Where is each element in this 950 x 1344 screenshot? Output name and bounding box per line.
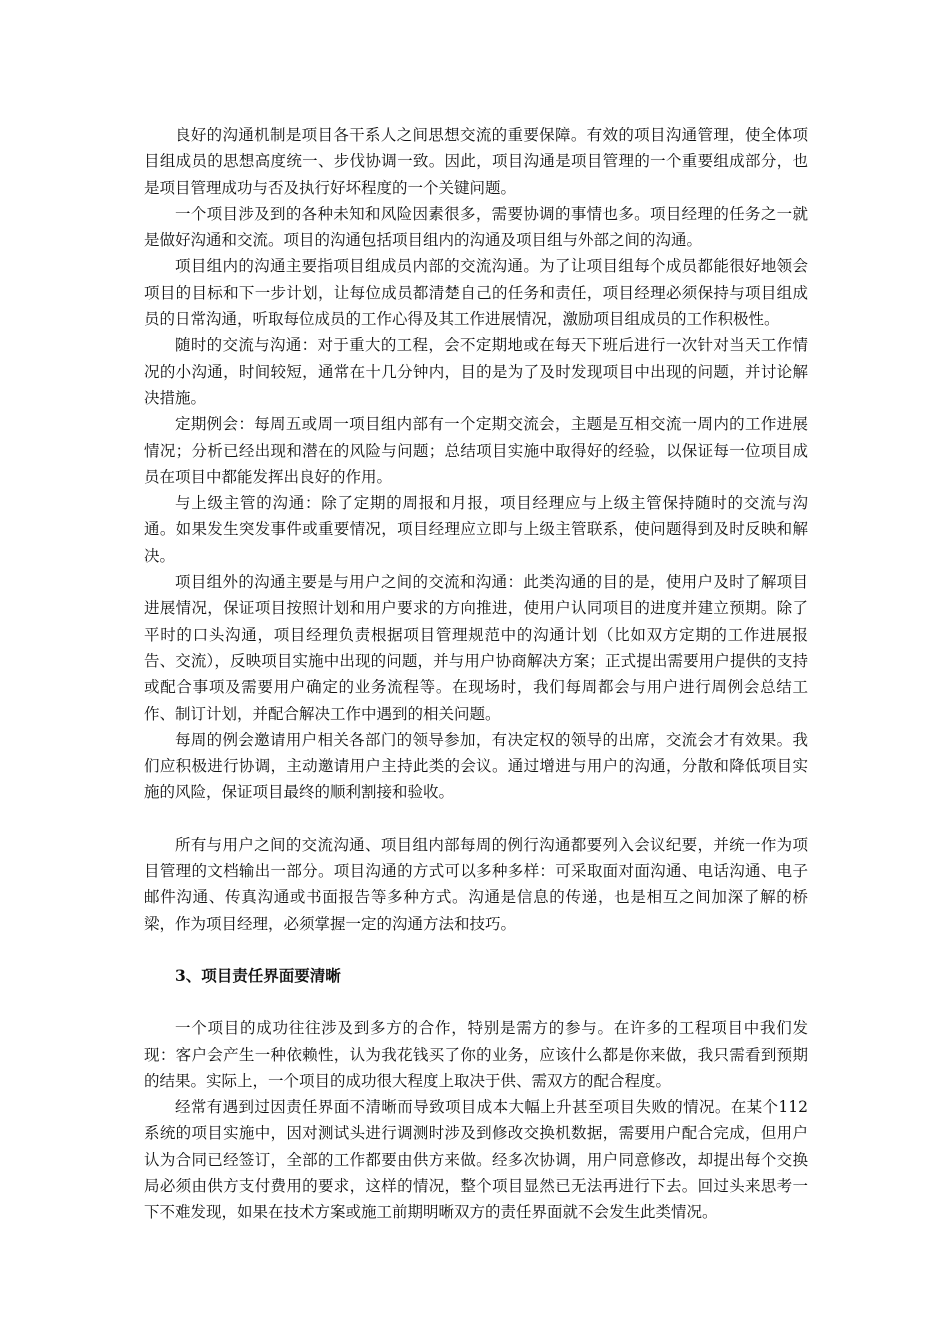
paragraph: 项目组外的沟通主要是与用户之间的交流和沟通：此类沟通的目的是，使用户及时了解项目进展情况，保证项目按照计划和用户要求的方向推进，使用户认同项目的进度并建立预期。除了平时的口头沟通，项目经理负责根据项目管理规范中的沟通计划（比如双方定期的工作进展报告、交流），反映项目实施中出现的问题，并与用户协商解决方案；正式提出需要用户提供的支持或配合事项及需要用户确定的业务流程等。在现场时，我们每周都会与用户进行周例会总结工作、制订计划，并配合解决工作中遇到的相关问题。 bbox=[144, 573, 808, 723]
paragraph: 定期例会：每周五或周一项目组内部有一个定期交流会，主题是互相交流一周内的工作进展情况；分析已经出现和潜在的风险与问题；总结项目实施中取得好的经验，以保证每一位项目成员在项目中都能发挥出良好的作用。 bbox=[144, 415, 808, 486]
paragraph: 与上级主管的沟通：除了定期的周报和月报，项目经理应与上级主管保持随时的交流与沟通。如果发生突发事件或重要情况，项目经理应立即与上级主管联系，使问题得到及时反映和解决。 bbox=[144, 494, 808, 565]
paragraph: 项目组内的沟通主要指项目组成员内部的交流沟通。为了让项目组每个成员都能很好地领会项目的目标和下一步计划，让每位成员都清楚自己的任务和责任，项目经理必须保持与项目组成员的日常沟通，听取每位成员的工作心得及其工作进展情况，激励项目组成员的工作积极性。 bbox=[144, 257, 808, 329]
paragraph: 每周的例会邀请用户相关各部门的领导参加，有决定权的领导的出席，交流会才有效果。我们应积极进行协调，主动邀请用户主持此类的会议。通过增进与用户的沟通，分散和降低项目实施的风险，保证项目最终的顺利割接和验收。 bbox=[144, 730, 808, 802]
paragraph: 所有与用户之间的交流沟通、项目组内部每周的例行沟通都要列入会议纪要，并统一作为项目管理的文档输出一部分。项目沟通的方式可以多种多样：可采取面对面沟通、电话沟通、电子邮件沟通、传真沟通或书面报告等多种方式。沟通是信息的传递，也是相互之间加深了解的桥梁，作为项目经理，必须掌握一定的沟通方法和技巧。 bbox=[144, 835, 808, 933]
paragraph: 一个项目的成功往往涉及到多方的合作，特别是需方的参与。在许多的工程项目中我们发现：客户会产生一种依赖性，认为我花钱买了你的业务，应该什么都是你来做，我只需看到预期的结果。实际上，一个项目的成功很大程度上取决于供、需双方的配合程度。 bbox=[144, 1019, 808, 1090]
paragraph: 经常有遇到过因责任界面不清晰而导致项目成本大幅上升甚至项目失败的情况。在某个112系统的项目实施中，因对测试头进行调测时涉及到修改交换机数据，需要用户配合完成，但用户认为合同已经签订，全部的工作都要由供方来做。经多次协调，用户同意修改，却提出每个交换局必须由供方支付费用的要求，这样的情况，整个项目显然已无法再进行下去。回过头来思考一下不难发现，如果在技术方案或施工前期明晰双方的责任界面就不会发生此类情况。 bbox=[144, 1098, 808, 1222]
blank-line bbox=[144, 806, 808, 832]
blank-line bbox=[144, 989, 808, 1015]
paragraph: 一个项目涉及到的各种未知和风险因素很多，需要协调的事情也多。项目经理的任务之一就是做好沟通和交流。项目的沟通包括项目组内的沟通及项目组与外部之间的沟通。 bbox=[144, 204, 808, 250]
blank-line bbox=[144, 937, 808, 963]
section-heading: 3、项目责任界面要清晰 bbox=[175, 965, 341, 985]
paragraph: 良好的沟通机制是项目各干系人之间思想交流的重要保障。有效的项目沟通管理，使全体项目组成员的思想高度统一、步伐协调一致。因此，项目沟通是项目管理的一个重要组成部分，也是项目管理成功与否及执行好坏程度的一个关键问题。 bbox=[144, 126, 808, 197]
paragraph: 随时的交流与沟通：对于重大的工程，会不定期地或在每天下班后进行一次针对当天工作情况的小沟通，时间较短，通常在十几分钟内，目的是为了及时发现项目中出现的问题，并讨论解决措施。 bbox=[144, 336, 808, 407]
document-body bbox=[144, 122, 808, 1226]
